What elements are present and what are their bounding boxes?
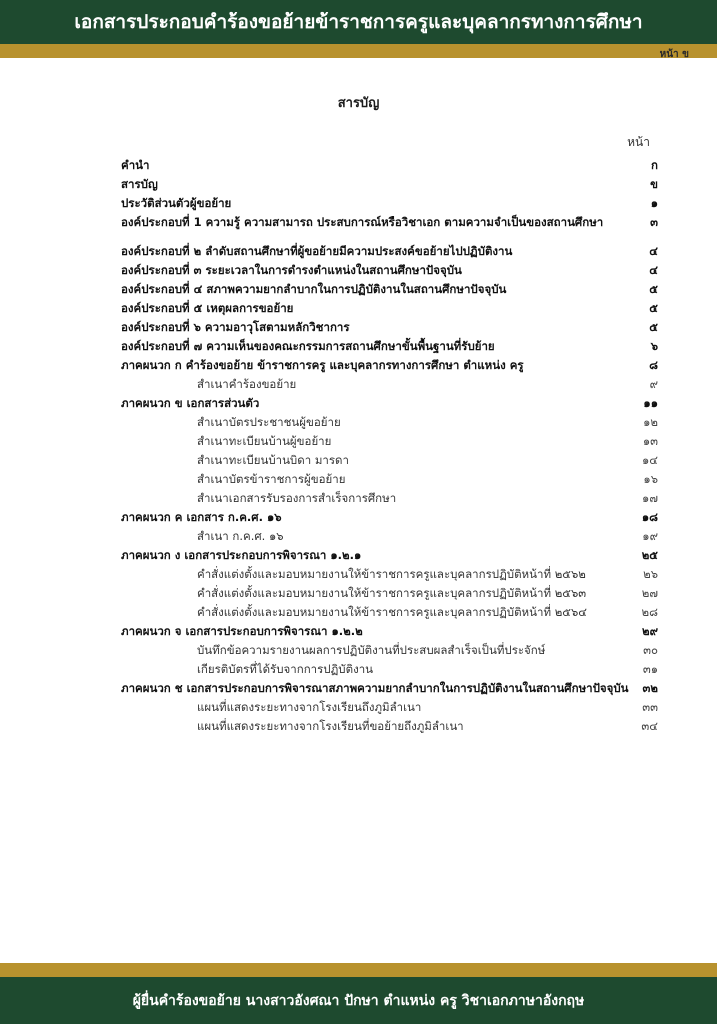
toc-entry-page: ๓๒ (642, 681, 658, 695)
toc-entry-page: ๓๓ (642, 700, 658, 714)
toc-section-row (121, 242, 658, 261)
toc-entry-label: บันทึกข้อความรายงานผลการปฏิบัติงานที่ประสบผลสำเร็จเป็นที่ประจักษ์ (197, 643, 546, 657)
toc-entry-label: ภาคผนวก ช เอกสารประกอบการพิจารณาสภาพความยากลำบากในการปฏิบัติงานในสถานศึกษาปัจจุบัน (121, 681, 629, 695)
toc-entry-page: ๓๑ (642, 662, 658, 676)
footer-band (0, 977, 717, 1024)
toc-entry-label: คำสั่งแต่งตั้งและมอบหมายงานให้ข้าราชการครูและบุคลากรปฏิบัติหน้าที่ ๒๕๖๔ (197, 605, 587, 619)
table-of-contents (121, 156, 658, 736)
toc-subitem-row (121, 641, 658, 660)
toc-entry-page: ข (650, 177, 658, 191)
toc-title: สารบัญ (337, 96, 380, 111)
toc-entry-label: ประวัติส่วนตัวผู้ขอย้าย (121, 196, 232, 210)
toc-entry-label: สารบัญ (121, 177, 158, 191)
toc-section-row (121, 508, 658, 527)
toc-subitem-row (121, 375, 658, 394)
toc-entry-label: คำสั่งแต่งตั้งและมอบหมายงานให้ข้าราชการครูและบุคลากรปฏิบัติหน้าที่ ๒๕๖๒ (197, 567, 586, 581)
toc-section-row (121, 213, 658, 232)
toc-entry-label: สำเนา ก.ค.ศ. ๑๖ (197, 529, 284, 543)
toc-entry-page: ๑๒ (643, 415, 658, 429)
header-gold-stripe (0, 44, 717, 58)
toc-entry-label: ภาคผนวก ง เอกสารประกอบการพิจารณา ๑.๒.๑ (121, 548, 362, 562)
toc-entry-page: ก (651, 158, 658, 172)
toc-section-row (121, 299, 658, 318)
toc-entry-page: ๑ (650, 196, 658, 210)
header-band (0, 0, 717, 44)
toc-section-row (121, 546, 658, 565)
toc-entry-label: องค์ประกอบที่ ๔ สภาพความยากลำบากในการปฏิบัติงานในสถานศึกษาปัจจุบัน (121, 282, 507, 296)
toc-entry-label: คำสั่งแต่งตั้งและมอบหมายงานให้ข้าราชการครูและบุคลากรปฏิบัติหน้าที่ ๒๕๖๓ (197, 586, 587, 600)
toc-entry-label: องค์ประกอบที่ ๓ ระยะเวลาในการดำรงตำแหน่งในสถานศึกษาปัจจุบัน (121, 263, 462, 277)
toc-entry-page: ๒๘ (641, 605, 658, 619)
toc-entry-page: ๓๐ (643, 643, 658, 657)
toc-entry-label: แผนที่แสดงระยะทางจากโรงเรียนถึงภูมิลำเนา (197, 700, 422, 714)
toc-entry-page: ๑๙ (642, 529, 658, 543)
footer-gold-stripe (0, 963, 717, 977)
toc-entry-page: ๘ (649, 358, 658, 372)
toc-entry-page: ๖ (650, 339, 658, 353)
toc-entry-page: ๑๔ (641, 453, 658, 467)
toc-section-row (121, 679, 658, 698)
applicant-line: ผู้ยื่นคำร้องขอย้าย นางสาวอังศณา ปักษา ตำแหน่ง ครู วิชาเอกภาษาอังกฤษ (132, 992, 585, 1009)
toc-entry-page: ๑๘ (641, 510, 658, 524)
toc-subitem-row (121, 698, 658, 717)
document-title: เอกสารประกอบคำร้องขอย้ายข้าราชการครูและบุคลากรทางการศึกษา (74, 11, 643, 33)
toc-section-row (121, 261, 658, 280)
toc-entry-page: ๑๑ (643, 396, 658, 410)
toc-entry-page: ๔ (649, 263, 658, 277)
toc-entry-label: ภาคผนวก ค เอกสาร ก.ค.ศ. ๑๖ (121, 510, 282, 524)
toc-entry-label: องค์ประกอบที่ ๕ เหตุผลการขอย้าย (121, 301, 294, 315)
toc-entry-label: คำนำ (121, 158, 150, 172)
toc-section-row (121, 156, 658, 175)
toc-section-row (121, 356, 658, 375)
toc-entry-label: สำเนาทะเบียนบ้านบิดา มารดา (197, 453, 349, 467)
toc-subitem-row (121, 451, 658, 470)
toc-section-row (121, 175, 658, 194)
toc-subitem-row (121, 717, 658, 736)
toc-subitem-row (121, 432, 658, 451)
toc-subitem-row (121, 660, 658, 679)
toc-entry-label: เกียรติบัตรที่ได้รับจากการปฏิบัติงาน (197, 662, 374, 676)
toc-entry-page: ๒๗ (641, 586, 658, 600)
toc-entry-label: สำเนาบัตรประชาชนผู้ขอย้าย (197, 415, 341, 429)
toc-entry-label: องค์ประกอบที่ ๗ ความเห็นของคณะกรรมการสถานศึกษาขั้นพื้นฐานที่รับย้าย (121, 339, 495, 353)
toc-entry-label: สำเนาเอกสารรับรองการสำเร็จการศึกษา (197, 491, 397, 505)
toc-entry-page: ๑๗ (642, 491, 658, 505)
toc-entry-label: องค์ประกอบที่ ๒ ลำดับสถานศึกษาที่ผู้ขอย้ายมีความประสงค์ขอย้ายไปปฏิบัติงาน (121, 244, 513, 258)
toc-entry-page: ๑๓ (642, 434, 658, 448)
toc-entry-label: องค์ประกอบที่ ๖ ความอาวุโสตามหลักวิชาการ (121, 320, 350, 334)
page-number: หน้า ข (659, 49, 689, 60)
toc-entry-label: สำเนาทะเบียนบ้านผู้ขอย้าย (197, 434, 332, 448)
toc-entry-page: ๒๖ (643, 567, 658, 581)
toc-section-row (121, 318, 658, 337)
toc-subitem-row (121, 603, 658, 622)
toc-entry-label: ภาคผนวก ก คำร้องขอย้าย ข้าราชการครู และบุคลากรทางการศึกษา ตำแหน่ง ครู (121, 358, 524, 372)
toc-subitem-row (121, 470, 658, 489)
toc-section-row (121, 194, 658, 213)
toc-section-row (121, 337, 658, 356)
toc-section-row (121, 394, 658, 413)
toc-entry-label: สำเนาคำร้องขอย้าย (197, 377, 297, 391)
page-column-header: หน้า (627, 135, 650, 149)
toc-section-row (121, 280, 658, 299)
toc-entry-label: สำเนาบัตรข้าราชการผู้ขอย้าย (197, 472, 346, 486)
toc-entry-page: ๕ (649, 282, 658, 296)
toc-subitem-row (121, 489, 658, 508)
toc-subitem-row (121, 584, 658, 603)
toc-entry-page: ๔ (649, 244, 658, 258)
toc-subitem-row (121, 565, 658, 584)
toc-entry-page: ๓ (650, 215, 658, 229)
toc-entry-page: ๒๙ (641, 624, 658, 638)
toc-entry-page: ๙ (649, 377, 658, 391)
toc-entry-page: ๒๕ (641, 548, 658, 562)
toc-entry-label: แผนที่แสดงระยะทางจากโรงเรียนที่ขอย้ายถึงภูมิลำเนา (197, 719, 464, 733)
toc-entry-page: ๕ (649, 320, 658, 334)
toc-entry-label: ภาคผนวก ข เอกสารส่วนตัว (121, 396, 260, 410)
toc-entry-page: ๑๖ (643, 472, 658, 486)
toc-entry-label: ภาคผนวก จ เอกสารประกอบการพิจารณา ๑.๒.๒ (121, 624, 363, 638)
toc-entry-page: ๕ (649, 301, 658, 315)
toc-subitem-row (121, 527, 658, 546)
toc-entry-label: องค์ประกอบที่ 1 ความรู้ ความสามารถ ประสบการณ์หรือวิชาเอก ตามความจำเป็นของสถานศึกษา (121, 215, 604, 229)
toc-section-row (121, 622, 658, 641)
toc-subitem-row (121, 413, 658, 432)
toc-entry-page: ๓๔ (641, 719, 658, 733)
